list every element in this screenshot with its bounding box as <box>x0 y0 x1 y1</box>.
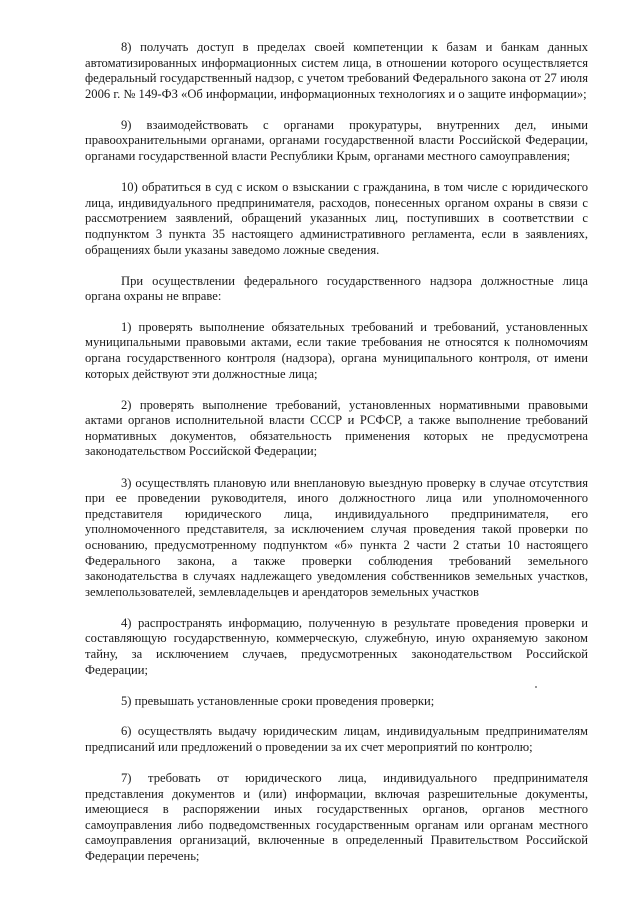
paragraph-item-10: 10) обратиться в суд с иском о взыскании с гражданина, в том числе с юридического лица, индивидуального предпринимателя, расходов, понесенных органом охраны в связи с рассмотрением заявлений, обращений указанных лиц, поступивших в соответствии с подпунктом 3 пункта 35 настоящего административного регламента, если в заявлениях, обращениях были указаны заведомо ложные сведения. <box>85 180 588 257</box>
paragraph-prohibition-4: 4) распространять информацию, полученную в результате проведения проверки и составляющую государственную, коммерческую, служебную, иную охраняемую законом тайну, за исключением случаев, предусмотренных законодательством Российской Федерации; <box>85 615 588 677</box>
paragraph-prohibition-6: 6) осуществлять выдачу юридическим лицам, индивидуальным предпринимателям предписаний или предложений о проведении за их счет мероприятий по контролю; <box>85 724 588 754</box>
paragraph-prohibition-2: 2) проверять выполнение требований, установленных нормативными правовыми актами органов исполнительной власти СССР и РСФСР, а также выполнение требований нормативных документов, обязательность применения которых не предусмотрена законодательством Российской Федерации; <box>85 397 588 459</box>
paragraph-prohibition-3: 3) осуществлять плановую или внеплановую выездную проверку в случае отсутствия при ее проведении руководителя, иного должностного лица или уполномоченного представителя юридического лица, индивидуального предпринимателя, его уполномоченного представителя, за исключением случая проведения такой проверки по основанию, предусмотренному подпунктом «б» пункта 2 части 2 статьи 10 настоящего Федерального закона, а также проверки соблюдения требований земельного законодательства в случаях надлежащего уведомления собственников земельных участков, землепользователей, землевладельцев и арендаторов земельных участков <box>85 475 588 599</box>
paragraph-item-8: 8) получать доступ в пределах своей компетенции к базам и банкам данных автоматизированных информационных систем лица, в отношении которого осуществляется федеральный государственный надзор, с учетом требований Федерального закона от 27 июля 2006 г. № 149-ФЗ «Об информации, информационных технологиях и о защите информации»; <box>85 40 588 101</box>
paragraph-prohibition-5: 5) превышать установленные сроки проведения проверки; <box>121 693 435 708</box>
scan-speck <box>535 686 537 688</box>
paragraph-prohibition-7: 7) требовать от юридического лица, индивидуального предпринимателя представления документов и (или) информации, включая разрешительные документы, имеющиеся в распоряжении иных государственных органов, органов местного самоуправления либо подведомственных государственным органам или органам местного самоуправления организаций, включенные в определенный Правительством Российской Федерации перечень; <box>85 770 588 863</box>
paragraph-prohibitions-intro: При осуществлении федерального государственного надзора должностные лица органа охраны не вправе: <box>85 273 588 304</box>
paragraph-prohibition-1: 1) проверять выполнение обязательных требований и требований, установленных муниципальными правовыми актами, если такие требования не относятся к полномочиям органа государственного контроля (надзора), органа муниципального контроля, от имени которых действуют эти должностные лица; <box>85 319 588 381</box>
paragraph-item-9: 9) взаимодействовать с органами прокуратуры, внутренних дел, иными правоохранительными органами, органами государственной власти Российской Федерации, органами государственной власти Республики Крым, органами местного самоуправления; <box>85 117 588 164</box>
